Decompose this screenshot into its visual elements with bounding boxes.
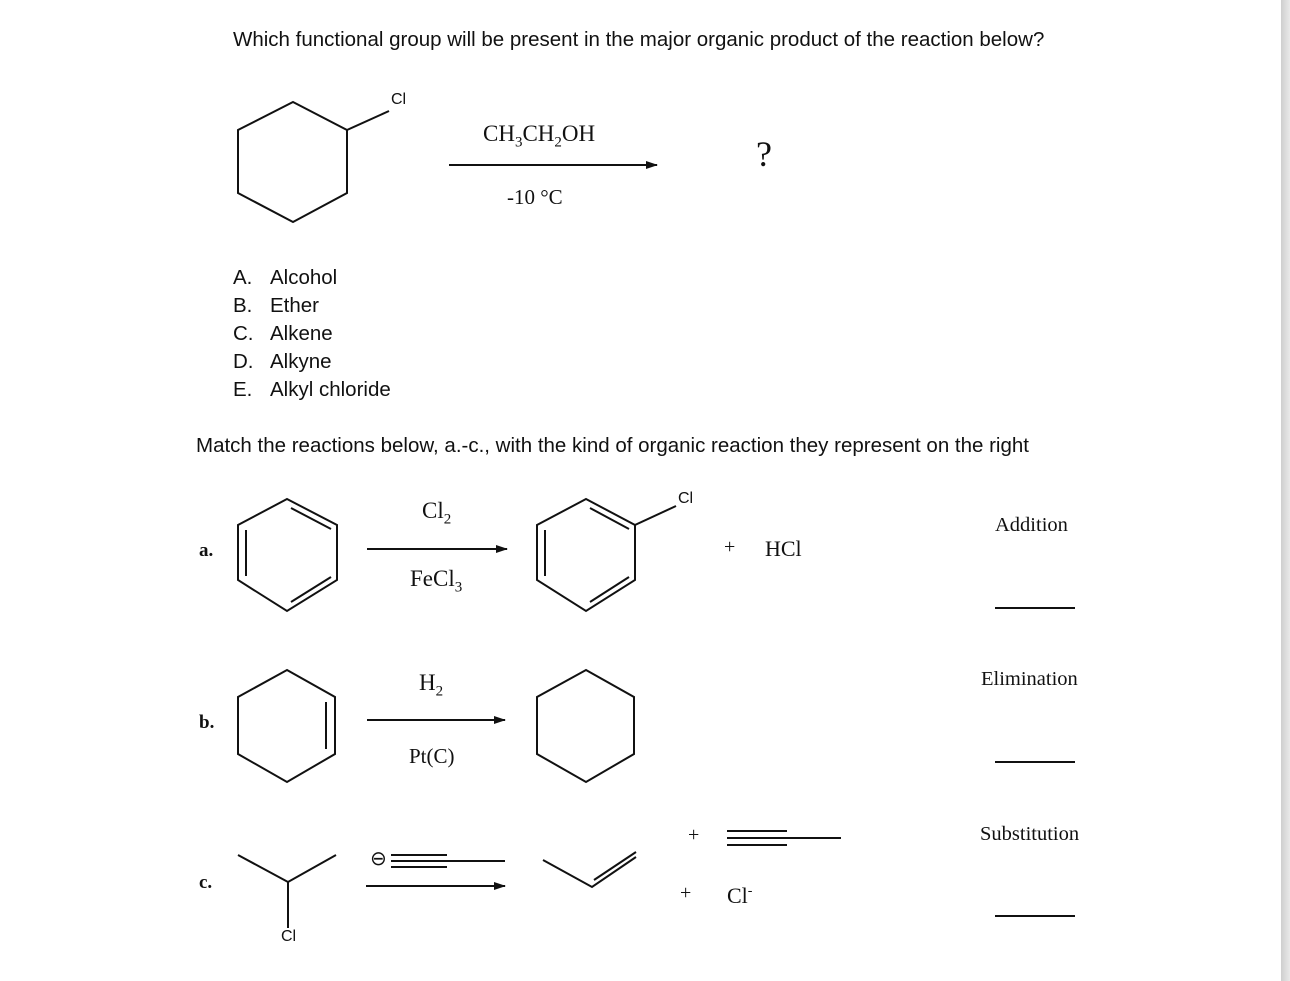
rxn-b-reagent-above: $H_2$ xyxy=(419,670,444,700)
rxn-c-acetylide xyxy=(391,855,505,867)
rxn-b-reagent-below: Pt(C) xyxy=(409,744,455,768)
rxn-a-product-cl-label: Cl xyxy=(678,490,694,507)
rxn-c-label: c. xyxy=(199,872,213,893)
rxn-c-alkyne-product xyxy=(727,831,841,845)
type-elimination: Elimination xyxy=(981,668,1078,690)
choice-d[interactable]: D. Alkyne xyxy=(233,350,332,373)
q1-ring xyxy=(238,102,347,222)
q1-reactant-molecule xyxy=(238,102,389,222)
rxn-a-plus: + xyxy=(724,536,736,558)
rxn-a-label: a. xyxy=(199,540,214,561)
rxn-a-byproduct: HCl xyxy=(765,536,802,561)
choice-b[interactable]: B. Ether xyxy=(233,294,319,317)
rxn-a-reactant-benzene xyxy=(238,499,337,611)
choice-c[interactable]: C. Alkene xyxy=(233,322,333,345)
rxn-c-chloride-ion: Cl- xyxy=(727,883,753,908)
rxn-a-reagent-above: $Cl_2$ xyxy=(422,498,452,528)
rxn-b-product-cyclohexane xyxy=(537,670,634,782)
rxn-c-plus-1: + xyxy=(688,824,700,846)
rxn-c-negative-charge: ⊖ xyxy=(370,848,387,870)
q1-reactant-cl-label: Cl xyxy=(391,91,407,108)
rxn-c-reactant-alkyl-chloride xyxy=(238,855,336,928)
rxn-b-reactant-cyclohexene xyxy=(238,670,335,782)
q1-cl-bond xyxy=(347,111,389,130)
rxn-a-reagent-below: FeCl$_3$ xyxy=(410,566,463,596)
question-1-title: Which functional group will be present in the major organic product of the reaction below? xyxy=(233,28,1045,51)
choice-e[interactable]: E. Alkyl chloride xyxy=(233,378,391,401)
q1-product-unknown: ? xyxy=(756,134,772,174)
rxn-a-product-chlorobenzene xyxy=(537,499,676,611)
rxn-c-reactant-cl-label: Cl xyxy=(281,928,297,945)
q1-reagent-above: $CH_3CH_2OH$ xyxy=(483,121,596,151)
type-substitution: Substitution xyxy=(980,823,1080,845)
question-2-title: Match the reactions below, a.-c., with the kind of organic reaction they represent on the right xyxy=(196,434,1029,457)
rxn-c-plus-2: + xyxy=(680,882,692,904)
type-addition: Addition xyxy=(995,514,1068,536)
q1-reagent-below: -10 °C xyxy=(507,185,563,209)
rxn-c-alkene-product xyxy=(543,852,636,887)
rxn-b-label: b. xyxy=(199,712,215,733)
choice-a[interactable]: A. Alcohol xyxy=(233,266,338,289)
